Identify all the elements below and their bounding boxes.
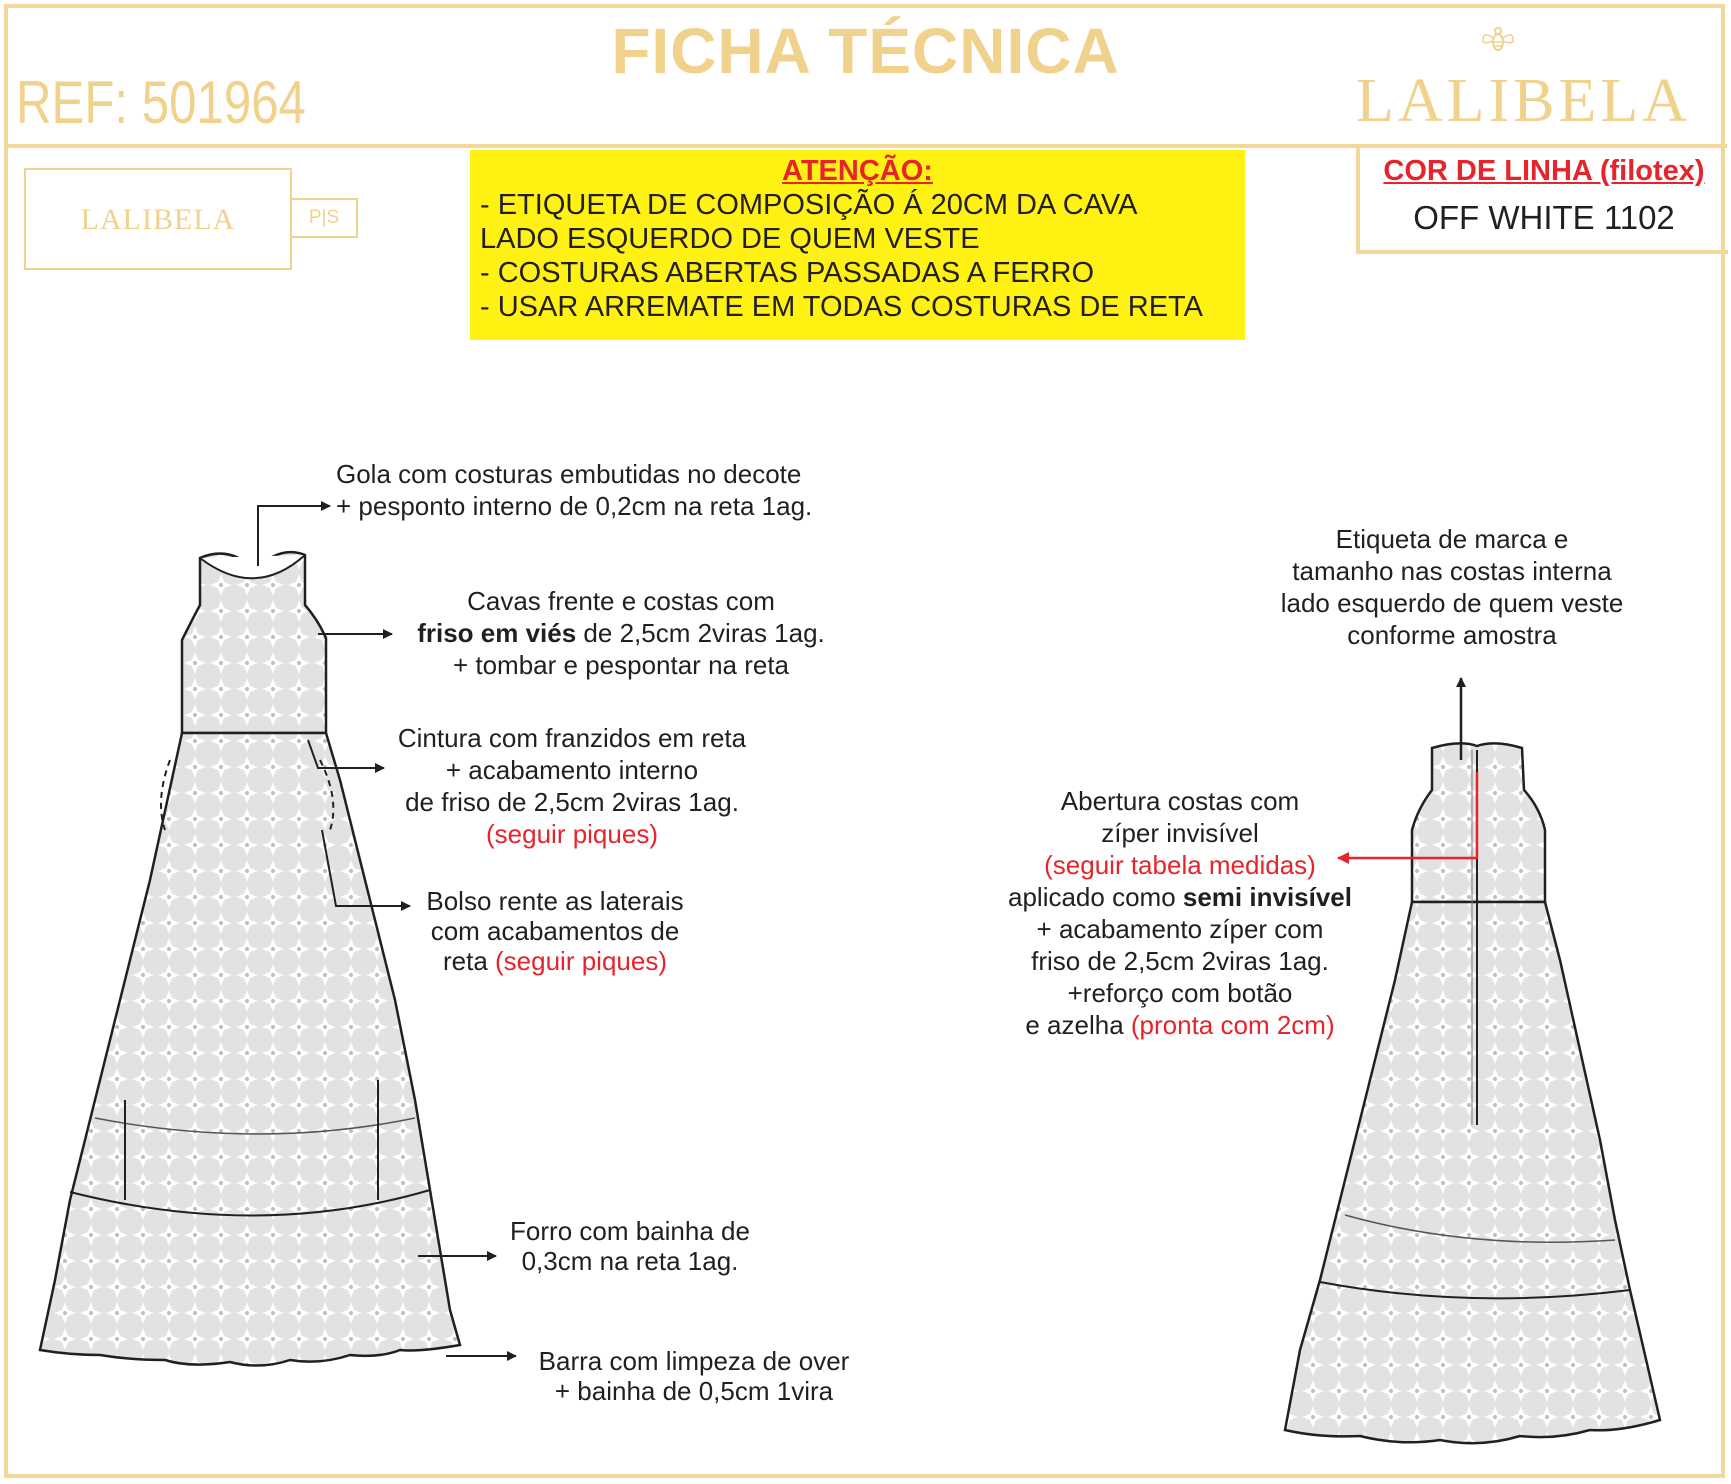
back-opening-note-line: + acabamento zíper com [1036, 914, 1324, 944]
collar-note-line: + pesponto interno de 0,2cm na reta 1ag. [336, 491, 813, 521]
armhole-note-line [398, 617, 844, 649]
attention-line: - ETIQUETA DE COMPOSIÇÃO Á 20CM DA CAVA [480, 189, 1138, 221]
attention-line: - COSTURAS ABERTAS PASSADAS A FERRO [480, 257, 1094, 289]
back-opening-note-bold: semi invisível [1182, 882, 1352, 912]
lining-note [500, 1216, 760, 1276]
pocket-note-line [415, 946, 695, 976]
waist-note-line: de friso de 2,5cm 2viras 1ag. [405, 787, 739, 817]
pocket-note-text: reta [442, 946, 496, 976]
thread-color-title: COR DE LINHA (filotex) [1383, 155, 1705, 187]
back-opening-note-line: zíper invisível [1101, 818, 1259, 848]
pocket-note-line: com acabamentos de [430, 916, 680, 946]
pocket-note [415, 886, 695, 976]
waist-note-red: (seguir piques) [486, 819, 658, 849]
attention-line: - USAR ARREMATE EM TODAS COSTURAS DE RETA [480, 291, 1203, 323]
waist-note-line: + acabamento interno [445, 755, 699, 785]
pocket-note-red: (seguir piques) [495, 946, 667, 976]
lining-note-line: 0,3cm na reta 1ag. [521, 1246, 739, 1276]
brand-label-note-line: lado esquerdo de quem veste [1280, 588, 1624, 618]
brand-label: LALIBELA [24, 168, 292, 270]
armhole-note-bold: friso em viés [417, 618, 577, 648]
armhole-note-text: de 2,5cm 2viras 1ag. [576, 618, 825, 648]
page-title: FICHA TÉCNICA [611, 15, 1120, 87]
brand-label-note [1252, 523, 1652, 651]
hem-note-line: + bainha de 0,5cm 1vira [554, 1376, 834, 1406]
armhole-note [398, 585, 844, 681]
reference-number: REF: 501964 [16, 69, 306, 136]
pocket-note-line: Bolso rente as laterais [426, 886, 684, 916]
front-dress-drawing [40, 552, 460, 1365]
back-opening-note [975, 785, 1385, 1041]
brand-logo: LALIBELA [1356, 67, 1692, 135]
back-opening-note-red: (seguir tabela medidas) [1044, 850, 1316, 880]
hem-note-line: Barra com limpeza de over [538, 1346, 850, 1376]
collar-note-line: Gola com costuras embutidas no decote [336, 459, 802, 489]
armhole-note-line: + tombar e pespontar na reta [452, 650, 790, 680]
attention-title: ATENÇÃO: [782, 155, 933, 187]
armhole-note-line: Cavas frente e costas com [467, 586, 775, 616]
back-opening-note-line [975, 1009, 1385, 1041]
back-opening-note-line [975, 881, 1385, 913]
back-opening-note-line: Abertura costas com [1060, 786, 1300, 816]
back-opening-note-line: friso de 2,5cm 2viras 1ag. [1031, 946, 1329, 976]
hem-note [524, 1346, 864, 1406]
thread-color-value: OFF WHITE 1102 [1413, 199, 1675, 236]
lining-note-line: Forro com bainha de [510, 1216, 750, 1246]
attention-line: LADO ESQUERDO DE QUEM VESTE [480, 223, 980, 255]
brand-label-note-line: conforme amostra [1347, 620, 1557, 650]
brand-label-note-line: tamanho nas costas interna [1292, 556, 1612, 586]
back-opening-note-text: aplicado como [1008, 882, 1183, 912]
back-opening-note-text: e azelha [1025, 1010, 1131, 1040]
waist-note [372, 722, 772, 850]
size-tag: P|S [292, 198, 358, 238]
back-opening-note-red: (pronta com 2cm) [1130, 1010, 1335, 1040]
brand-label-note-line: Etiqueta de marca e [1335, 524, 1569, 554]
back-opening-note-line: +reforço com botão [1067, 978, 1293, 1008]
collar-note [336, 458, 812, 522]
waist-note-line: Cintura com franzidos em reta [397, 723, 747, 753]
